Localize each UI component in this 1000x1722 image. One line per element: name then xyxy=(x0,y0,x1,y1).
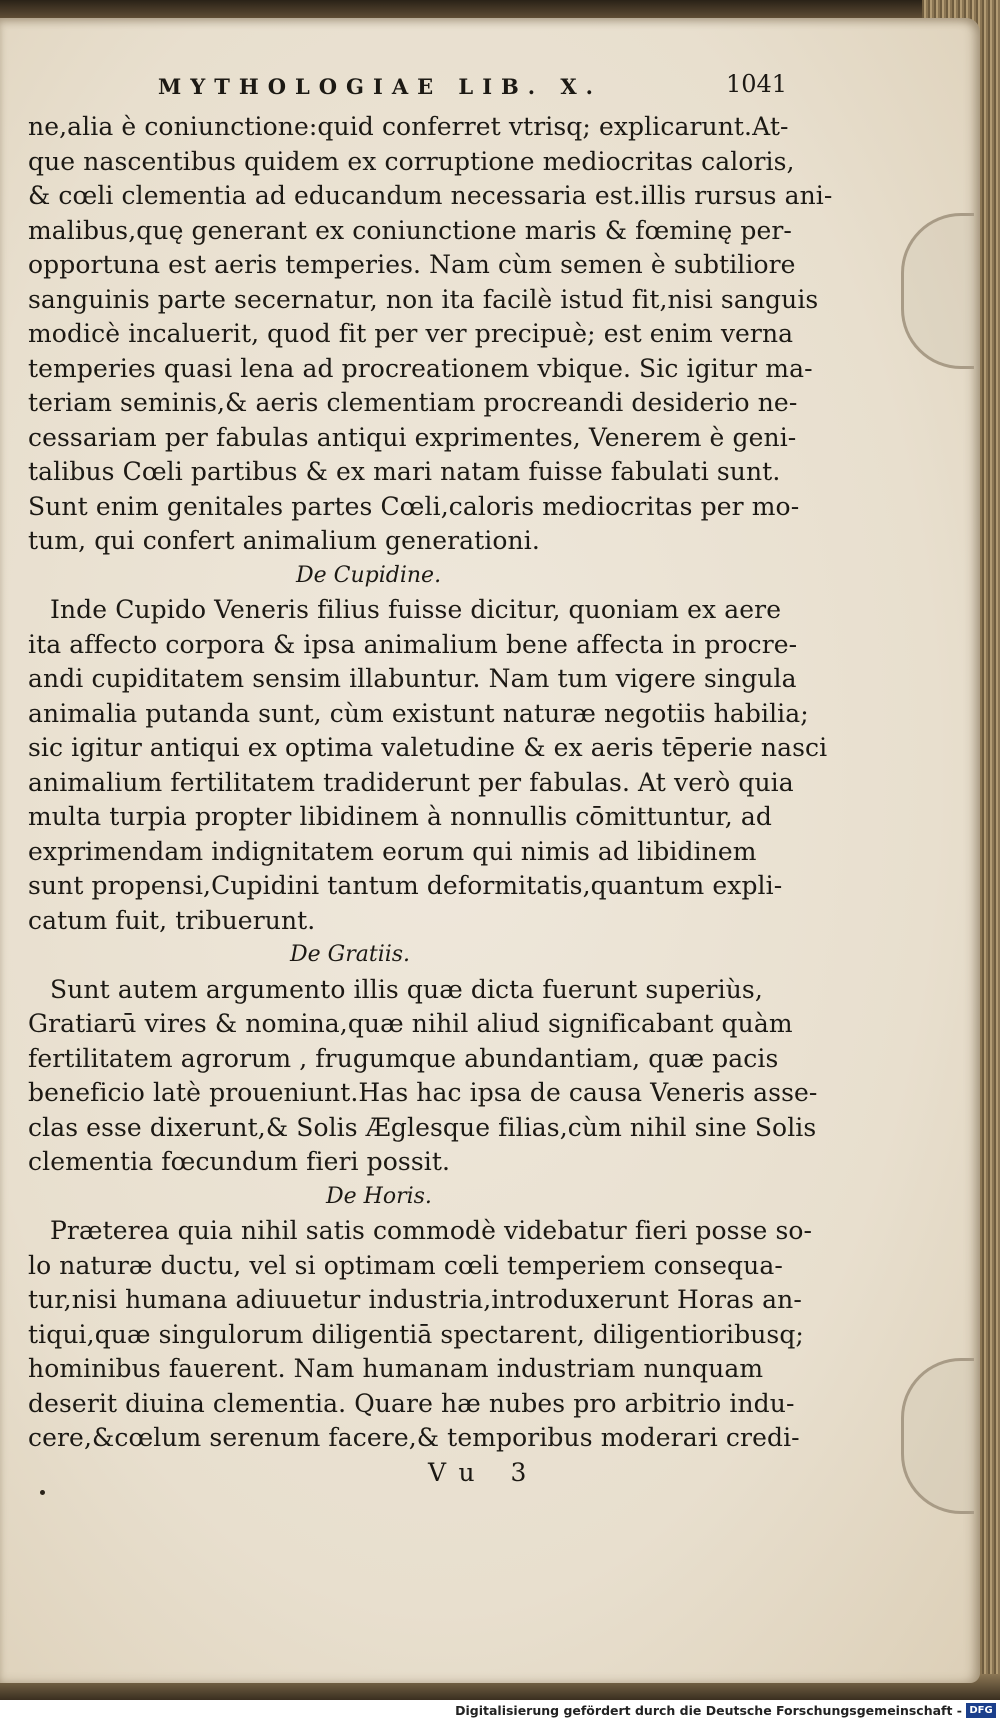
text-line: opportuna est aeris temperies. Nam cùm semen è subtiliore xyxy=(28,250,796,279)
text-line: ita affecto corpora & ipsa animalium bene affecta in procre- xyxy=(28,629,798,659)
text-line: clementia fœcundum fieri possit. xyxy=(28,1147,451,1176)
text-line: sanguinis parte secernatur, non ita facilè istud fit,nisi sanguis xyxy=(28,284,819,314)
text-line: animalia putanda sunt, cùm existunt naturæ negotiis habilia; xyxy=(28,698,809,728)
text-line: sunt propensi,Cupidini tantum deformitatis,quantum expli- xyxy=(28,871,783,900)
funding-credit: Digitalisierung gefördert durch die Deutsche Forschungsgemeinschaft - xyxy=(455,1703,962,1718)
text-line: lo naturæ ductu, vel si optimam cœli temperiem consequa- xyxy=(28,1250,783,1280)
page-number: 1041 xyxy=(726,70,788,98)
text-line: Sunt autem argumento illis quæ dicta fuerunt superiùs, xyxy=(50,974,763,1004)
text-line: exprimendam indignitatem eorum qui nimis ad libidinem xyxy=(28,836,757,866)
text-line: hominibus fauerent. Nam humanam industriam nunquam xyxy=(28,1354,764,1383)
text-line: andi cupiditatem sensim illabuntur. Nam tum vigere singula xyxy=(28,664,797,693)
page-text xyxy=(28,70,958,1490)
text-line: cere,&cœlum serenum facere,& temporibus moderari credi- xyxy=(28,1423,800,1452)
text-line: beneficio latè proueniunt.Has hac ipsa de causa Veneris asse- xyxy=(28,1078,818,1107)
text-line: catum fuit, tribuerunt. xyxy=(28,905,316,935)
text-line: modicè incaluerit, quod fit per ver precipuè; est enim verna xyxy=(28,319,794,348)
paragraph-graces xyxy=(28,973,958,1180)
text-line: cessariam per fabulas antiqui exprimentes, Venerem è geni- xyxy=(28,422,797,452)
text-line: Gratiarū vires & nomina,quæ nihil aliud significabant quàm xyxy=(28,1009,793,1038)
text-line: teriam seminis,& aeris clementiam procreandi desiderio ne- xyxy=(28,388,798,417)
text-line: fertilitatem agrorum , frugumque abundantiam, quæ pacis xyxy=(28,1043,779,1073)
section-heading-horis: De Horis. xyxy=(326,1183,432,1209)
running-head-title: MYTHOLOGIAE LIB. X. xyxy=(158,74,602,99)
section-heading-cupidine: De Cupidine. xyxy=(296,562,442,588)
text-line: ne,alia è coniunctione:quid conferret vtrisq; explicarunt.At- xyxy=(28,112,789,141)
text-line: talibus Cœli partibus & ex mari natam fuisse fabulati sunt. xyxy=(28,457,781,486)
text-line: sic igitur antiqui ex optima valetudine & ex aeris tēperie nasci xyxy=(28,733,828,762)
section-heading-gratiis: De Gratiis. xyxy=(290,942,411,967)
text-line: & cœli clementia ad educandum necessaria est.illis rursus ani- xyxy=(28,181,833,210)
dfg-logo-icon[interactable]: DFG xyxy=(966,1703,996,1718)
text-line: Præterea quia nihil satis commodè videbatur fieri posse so- xyxy=(50,1216,813,1245)
text-line: Inde Cupido Veneris filius fuisse dicitur, quoniam ex aere xyxy=(50,595,782,624)
paragraph-hours xyxy=(28,1214,958,1456)
text-line: temperies quasi lena ad procreationem vbique. Sic igitur ma- xyxy=(28,353,813,383)
text-line: Sunt enim genitales partes Cœli,caloris mediocritas per mo- xyxy=(28,491,800,521)
text-line: tur,nisi humana adiuuetur industria,introduxerunt Horas an- xyxy=(28,1285,802,1314)
signature-mark: Vu 3 xyxy=(428,1457,541,1487)
text-line: que nascentibus quidem ex corruptione mediocritas caloris, xyxy=(28,146,795,176)
paragraph-venus xyxy=(28,110,958,559)
ink-speck xyxy=(40,1490,45,1495)
text-line: clas esse dixerunt,& Solis Æglesque filias,cùm nihil sine Solis xyxy=(28,1112,817,1142)
text-line: malibus,quę generant ex coniunctione maris & fœminę per- xyxy=(28,215,792,245)
text-line: deserit diuina clementia. Quare hæ nubes pro arbitrio indu- xyxy=(28,1388,795,1418)
running-head xyxy=(28,70,958,110)
footer-bar xyxy=(0,1700,1000,1722)
text-line: tum, qui confert animalium generationi. xyxy=(28,526,540,555)
paragraph-cupid xyxy=(28,593,958,938)
text-line: animalium fertilitatem tradiderunt per fabulas. At verò quia xyxy=(28,767,794,797)
text-line: multa turpia propter libidinem à nonnullis cōmittuntur, ad xyxy=(28,802,773,831)
text-line: tiqui,quæ singulorum diligentiā spectarent, diligentioribusq; xyxy=(28,1319,804,1349)
